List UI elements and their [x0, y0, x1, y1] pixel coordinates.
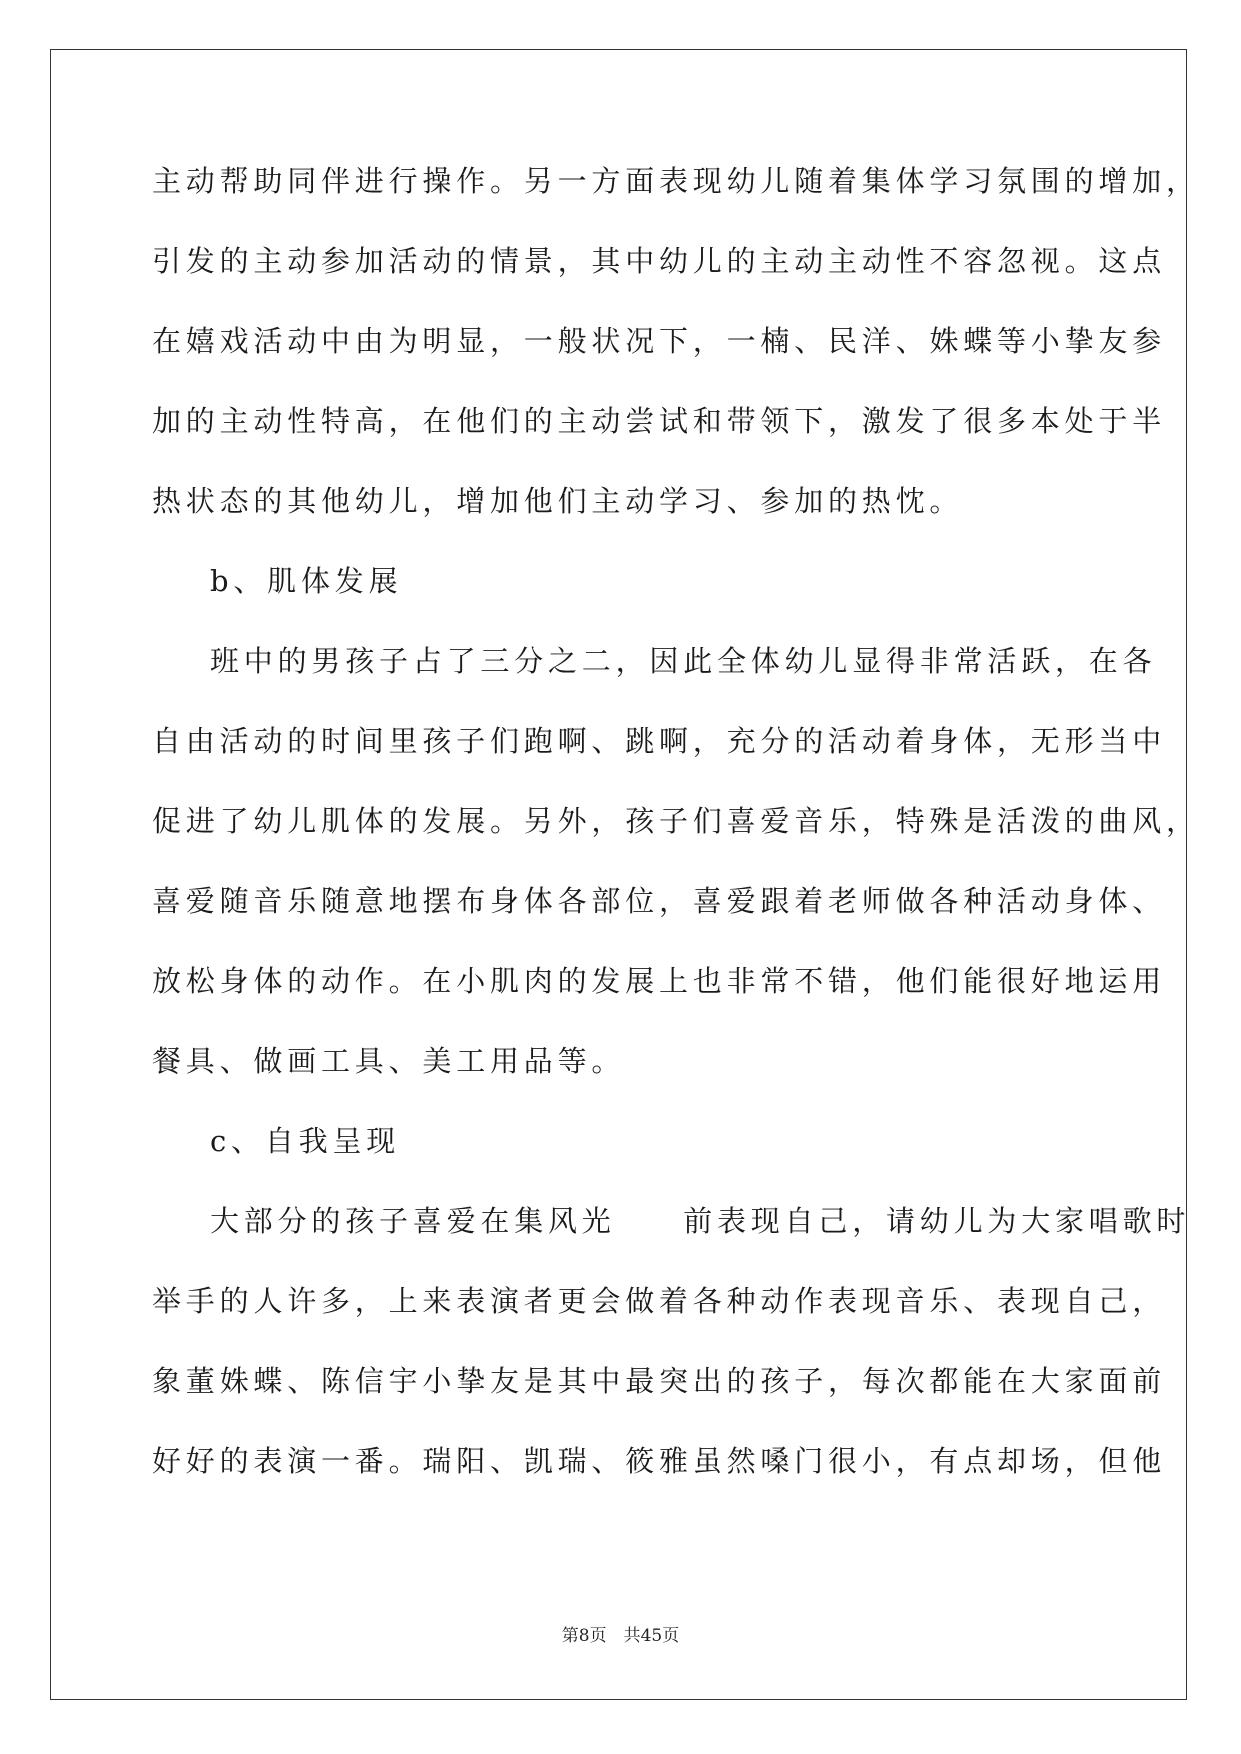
document-body	[152, 161, 1200, 1521]
text-line: 在嬉戏活动中由为明显，一般状况下，一楠、民洋、姝蝶等小挚友参	[152, 324, 1167, 358]
text-line: 班中的男孩子占了三分之二，因此全体幼儿显得非常活跃，在各	[210, 644, 1157, 678]
text-line: 加的主动性特高，在他们的主动尝试和带领下，激发了很多本处于半	[152, 404, 1167, 438]
text-line: 举手的人许多，上来表演者更会做着各种动作表现音乐、表现自己，	[152, 1284, 1167, 1318]
page-number: 第8页 共45页	[561, 1626, 680, 1646]
text-line: 放松身体的动作。在小肌肉的发展上也非常不错，他们能很好地运用	[152, 964, 1167, 998]
text-line: 主动帮助同伴进行操作。另一方面表现幼儿随着集体学习氛围的增加，	[152, 164, 1200, 198]
text-line: 餐具、做画工具、美工用品等。	[152, 1044, 626, 1078]
text-line: 引发的主动参加活动的情景，其中幼儿的主动主动性不容忽视。这点	[152, 244, 1167, 278]
text-line: 促进了幼儿肌体的发展。另外，孩子们喜爱音乐，特殊是活泼的曲风，	[152, 804, 1200, 838]
text-line: 喜爱随音乐随意地摆布身体各部位，喜爱跟着老师做各种活动身体、	[152, 884, 1167, 918]
text-line: 象董姝蝶、陈信宇小挚友是其中最突出的孩子，每次都能在大家面前	[152, 1364, 1167, 1398]
section-heading: b、肌体发展	[210, 564, 403, 598]
text-line: 热状态的其他幼儿，增加他们主动学习、参加的热忱。	[152, 484, 964, 518]
text-line: 自由活动的时间里孩子们跑啊、跳啊，充分的活动着身体，无形当中	[152, 724, 1167, 758]
text-line: 大部分的孩子喜爱在集风光 前表现自己，请幼儿为大家唱歌时	[210, 1204, 1191, 1238]
text-line: 好好的表演一番。瑞阳、凯瑞、筱雅虽然嗓门很小，有点却场，但他	[152, 1444, 1167, 1478]
section-heading: c、自我呈现	[210, 1124, 401, 1158]
